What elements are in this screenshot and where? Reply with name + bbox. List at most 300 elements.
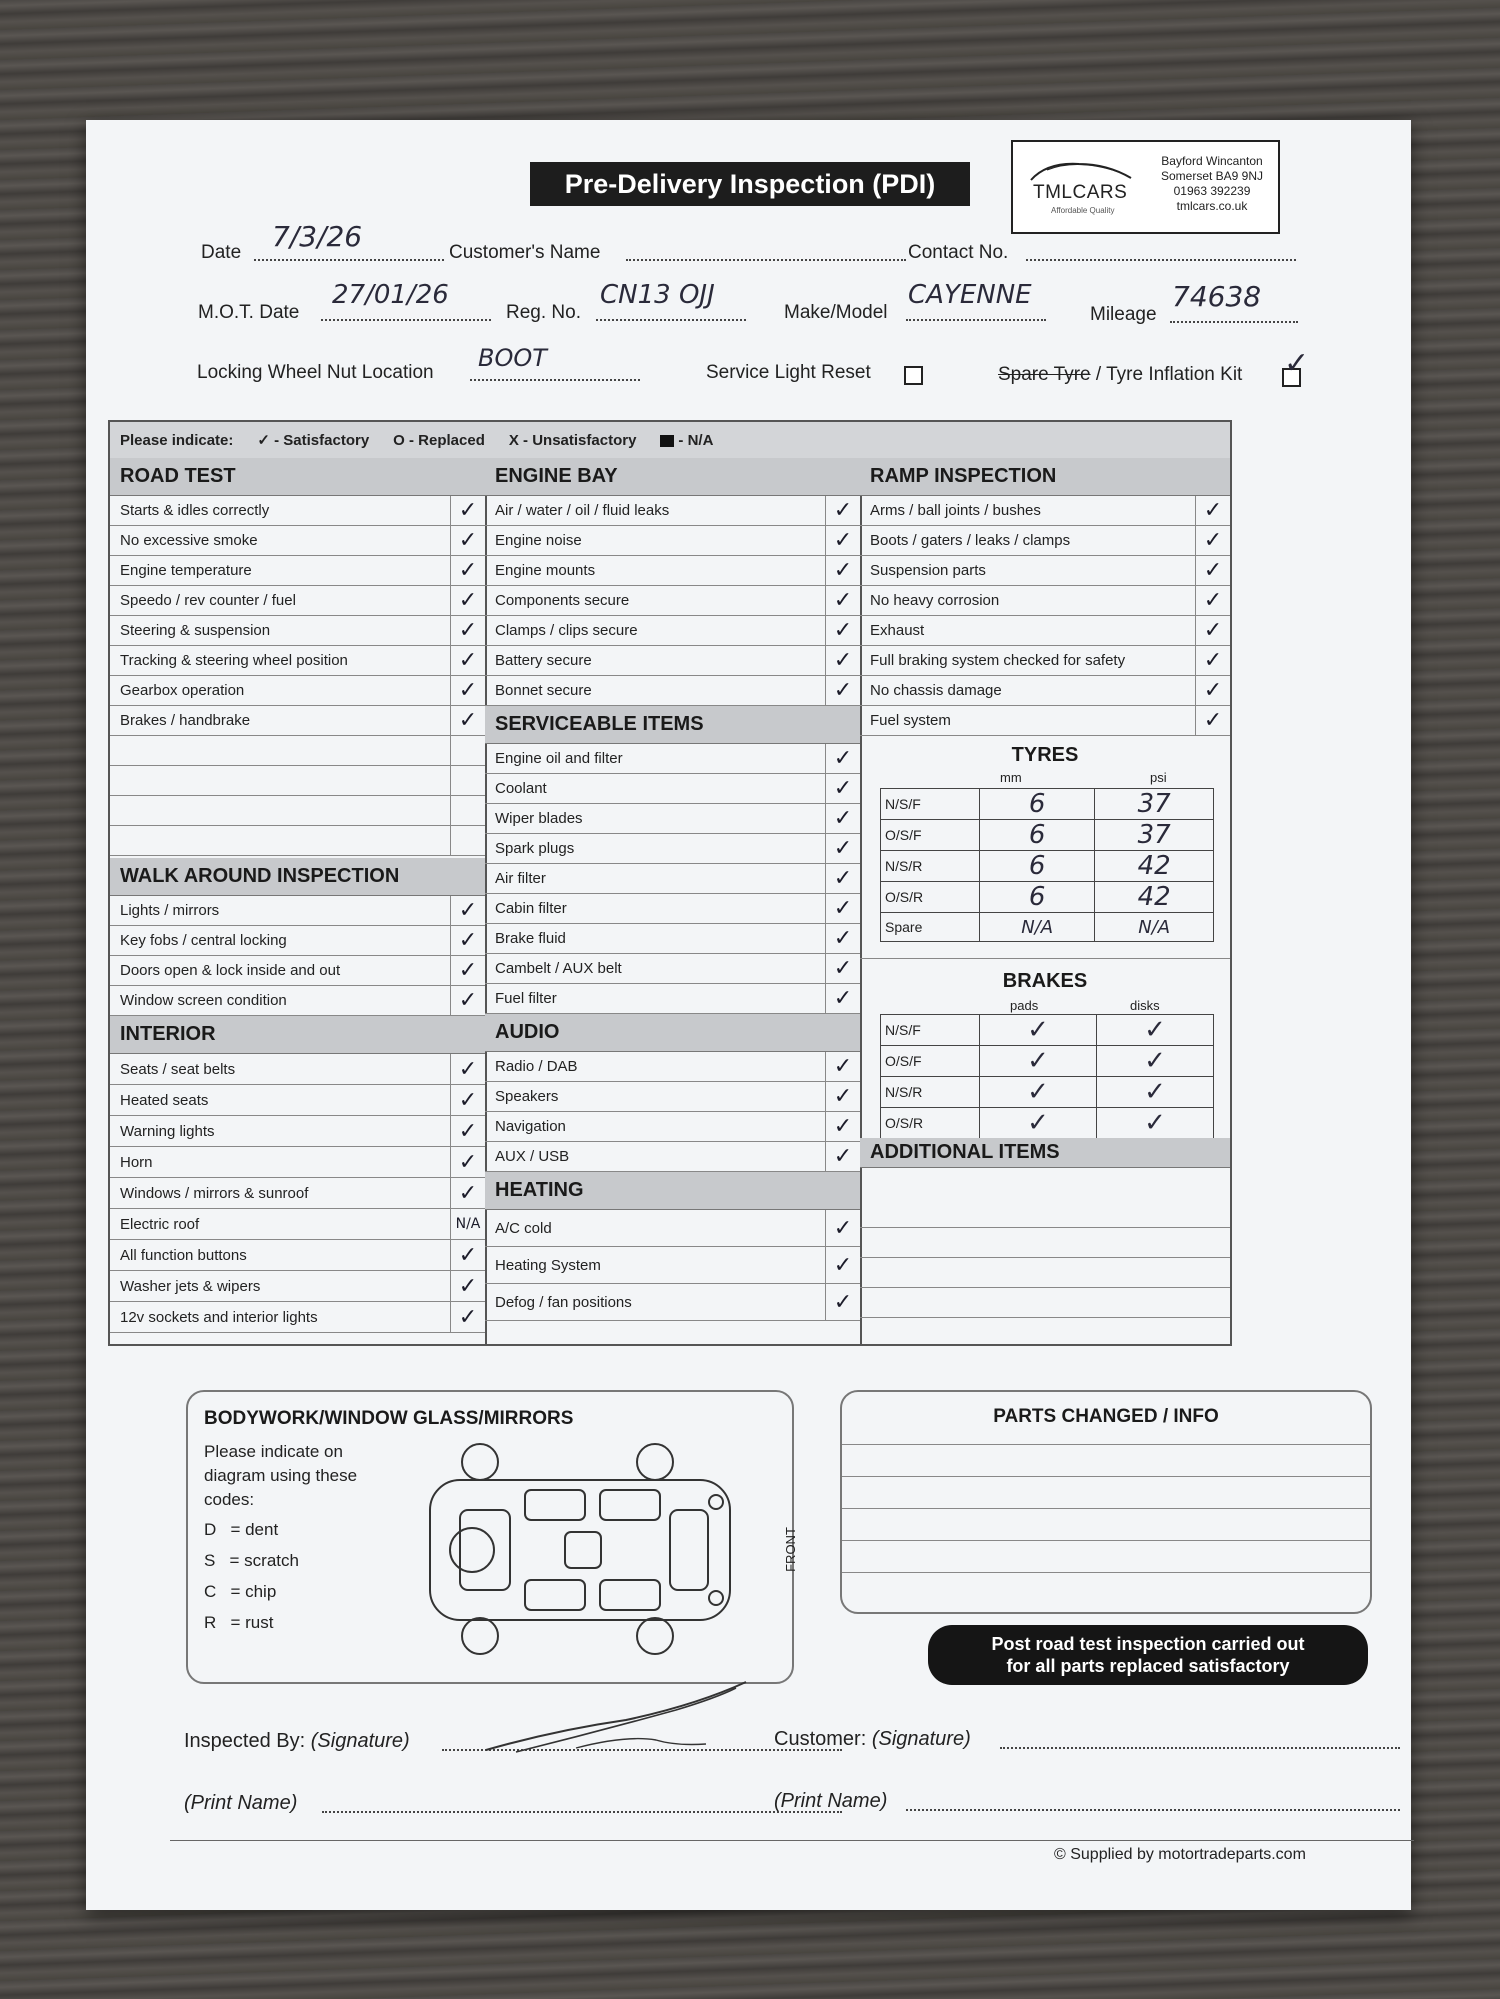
checklist-tick[interactable]: ✓ [825, 496, 860, 525]
checklist-item-label: All function buttons [120, 1246, 247, 1264]
brake-disks-check[interactable]: ✓ [1097, 1015, 1214, 1046]
checklist-item-label: Electric roof [120, 1215, 200, 1233]
reg-no-label: Reg. No. [506, 302, 581, 323]
blank-row[interactable] [110, 796, 485, 826]
inspector-print-name-line[interactable] [322, 1810, 842, 1813]
brakes-title: BRAKES [1002, 970, 1088, 992]
checklist-tick[interactable]: ✓ [1195, 586, 1230, 615]
checklist-item-label: Defog / fan positions [495, 1293, 632, 1311]
checklist-tick[interactable]: ✓ [450, 956, 485, 985]
brake-position: N/S/F [881, 1015, 980, 1046]
spare-tyre-label [998, 364, 1242, 386]
code-meaning: = scratch [229, 1551, 299, 1570]
inspected-by-text: Inspected By: [184, 1730, 306, 1752]
mileage-value[interactable]: 74638 [1172, 280, 1262, 313]
spare-tyre-rest: / Tyre Inflation Kit [1090, 364, 1243, 385]
tyre-row [881, 851, 1214, 882]
notice-line-2: for all parts replaced satisfactory [1006, 1656, 1290, 1676]
checklist-item[interactable] [110, 896, 485, 926]
checklist-item[interactable] [110, 1116, 485, 1147]
checklist-item[interactable] [110, 526, 485, 556]
checklist-item[interactable] [485, 984, 860, 1014]
tyres-table-body [881, 789, 1214, 942]
print-name-hint: (Print Name) [774, 1790, 888, 1812]
checklist-tick[interactable]: ✓ [1195, 526, 1230, 555]
checklist-item[interactable] [485, 864, 860, 894]
code-letter: C [204, 1582, 217, 1601]
checklist-tick[interactable] [450, 796, 485, 825]
checklist-item[interactable] [485, 496, 860, 526]
tyre-tread-mm[interactable]: 6 [980, 851, 1095, 882]
checklist-item[interactable] [110, 1209, 485, 1240]
heating-header: HEATING [485, 1172, 860, 1210]
checklist-item-label: 12v sockets and interior lights [120, 1308, 318, 1326]
brake-position: N/S/R [881, 1077, 980, 1108]
checklist-item[interactable] [485, 1210, 860, 1247]
dealer-tagline: Affordable Quality [1051, 206, 1115, 215]
checklist-item[interactable] [110, 986, 485, 1016]
locking-wheel-nut-label: Locking Wheel Nut Location [197, 362, 434, 383]
brake-pads-check[interactable]: ✓ [980, 1015, 1097, 1046]
checklist-tick[interactable]: ✓ [450, 1271, 485, 1301]
service-light-label: Service Light Reset [706, 362, 871, 383]
checklist-tick[interactable]: ✓ [825, 954, 860, 983]
checklist-item-label: Air / water / oil / fluid leaks [495, 502, 670, 519]
serviceable-items-header: SERVICEABLE ITEMS [485, 706, 860, 744]
mileage-line [1170, 320, 1298, 323]
checklist-item[interactable] [860, 616, 1230, 646]
checklist-item[interactable] [485, 834, 860, 864]
checklist-item-label: Spark plugs [495, 840, 575, 857]
checklist-tick[interactable]: ✓ [450, 1054, 485, 1084]
spare-tyre-struck: Spare Tyre [998, 364, 1091, 385]
tyre-tread-mm[interactable]: 6 [980, 789, 1095, 820]
code-meaning: = dent [230, 1520, 279, 1539]
legend-prefix: Please indicate: [120, 431, 234, 449]
checklist-item[interactable] [485, 774, 860, 804]
print-name-hint: (Print Name) [184, 1792, 298, 1814]
blank-row[interactable] [110, 736, 485, 766]
address-line: Somerset BA9 9NJ [1160, 169, 1264, 183]
additional-items-header: ADDITIONAL ITEMS [860, 1138, 1230, 1168]
car-logo-icon [1027, 156, 1137, 184]
brake-disks-check[interactable]: ✓ [1097, 1077, 1214, 1108]
checklist-tick[interactable] [450, 736, 485, 765]
checklist-tick[interactable]: ✓ [825, 834, 860, 863]
checklist-item-label: Full braking system checked for safety [870, 652, 1126, 669]
customer-print-name-label [774, 1790, 887, 1813]
checklist-tick[interactable]: ✓ [825, 774, 860, 803]
checklist-item[interactable] [485, 676, 860, 706]
checklist-item-label: Gearbox operation [120, 682, 245, 699]
parts-changed-panel [840, 1390, 1372, 1614]
tyre-position: O/S/F [881, 820, 980, 851]
checklist-grid [108, 420, 1232, 1346]
inspected-by-label [184, 1730, 410, 1753]
checklist-tick[interactable]: ✓ [450, 1085, 485, 1115]
tyre-tread-mm[interactable]: N/A [980, 913, 1095, 942]
checklist-item[interactable] [860, 586, 1230, 616]
tyre-pressure-psi[interactable]: 37 [1095, 820, 1214, 851]
checklist-item-label: Seats / seat belts [120, 1060, 236, 1078]
checklist-item-label: Arms / ball joints / bushes [870, 502, 1041, 519]
checklist-item-label: A/C cold [495, 1219, 552, 1237]
checklist-tick[interactable] [450, 766, 485, 795]
checklist-tick[interactable]: ✓ [450, 1116, 485, 1146]
checklist-tick[interactable]: ✓ [825, 744, 860, 773]
date-line [254, 258, 444, 261]
checklist-item[interactable] [110, 1240, 485, 1271]
inspector-print-name-label [184, 1792, 297, 1815]
dealer-address [1153, 154, 1271, 214]
checklist-item[interactable] [110, 496, 485, 526]
checklist-item-label: Windows / mirrors & sunroof [120, 1184, 309, 1202]
checklist-item-label: Suspension parts [870, 562, 986, 579]
checklist-item[interactable] [110, 616, 485, 646]
column-middle [485, 458, 862, 1344]
legend-unsatisfactory: X - Unsatisfactory [508, 431, 637, 449]
checklist-item-label: Warning lights [120, 1122, 215, 1140]
checklist-item-label: Engine temperature [120, 562, 252, 579]
checklist-item-label: Exhaust [870, 622, 925, 639]
checklist-item[interactable] [485, 804, 860, 834]
tyre-position: N/S/F [881, 789, 980, 820]
checklist-item[interactable] [110, 1302, 485, 1333]
additional-line[interactable] [860, 1198, 1230, 1228]
checklist-tick[interactable]: ✓ [825, 646, 860, 675]
checklist-item[interactable] [110, 1271, 485, 1302]
tyre-row [881, 913, 1214, 942]
checklist-tick[interactable]: ✓ [825, 1052, 860, 1081]
legend-na-label: - N/A [678, 431, 714, 449]
legend-na [660, 432, 713, 449]
contact-line[interactable] [1026, 258, 1296, 261]
checklist-tick[interactable]: ✓ [450, 556, 485, 585]
tyre-tread-mm[interactable]: 6 [980, 820, 1095, 851]
code-dent [204, 1520, 278, 1540]
checklist-tick[interactable]: ✓ [825, 586, 860, 615]
parts-line[interactable] [842, 1540, 1370, 1541]
mot-date-label: M.O.T. Date [198, 302, 300, 323]
column-right [860, 458, 1230, 1344]
brake-disks-check[interactable]: ✓ [1097, 1046, 1214, 1077]
checklist-tick[interactable] [450, 826, 485, 855]
checklist-item[interactable] [860, 526, 1230, 556]
checklist-tick[interactable]: ✓ [450, 586, 485, 615]
checklist-item[interactable] [110, 1178, 485, 1209]
tyre-pressure-psi[interactable]: 42 [1095, 882, 1214, 913]
checklist-item-label: Window screen condition [120, 992, 287, 1009]
checklist-item[interactable] [485, 616, 860, 646]
brakes-table-body [881, 1015, 1214, 1139]
brakes-disks-label: disks [1130, 998, 1160, 1013]
brake-pads-check[interactable]: ✓ [980, 1046, 1097, 1077]
brakes-table [880, 1014, 1214, 1139]
checklist-tick[interactable]: ✓ [825, 1284, 860, 1320]
tyre-pressure-psi[interactable]: N/A [1095, 913, 1214, 942]
tyre-position: Spare [881, 913, 980, 942]
footer-divider [170, 1840, 1414, 1841]
checklist-item[interactable] [110, 676, 485, 706]
checklist-item-label: Air filter [495, 870, 546, 887]
parts-line[interactable] [842, 1476, 1370, 1477]
checklist-item-label: No heavy corrosion [870, 592, 1000, 609]
spare-tyre-tick: ✓ [1284, 346, 1310, 381]
checklist-item-label: Engine noise [495, 532, 582, 549]
checklist-item-label: Engine mounts [495, 562, 596, 579]
checklist-tick[interactable]: ✓ [1195, 556, 1230, 585]
tyres-brakes-divider [860, 958, 1230, 959]
brake-row [881, 1077, 1214, 1108]
checklist-item-label: Engine oil and filter [495, 750, 623, 767]
checklist-item[interactable] [485, 586, 860, 616]
interior-header: INTERIOR [110, 1016, 485, 1054]
code-meaning: = rust [230, 1613, 274, 1632]
blank-row[interactable] [110, 766, 485, 796]
na-square-icon [660, 435, 674, 447]
customer-signature-line[interactable] [1000, 1746, 1400, 1749]
checklist-tick[interactable]: ✓ [450, 616, 485, 645]
make-model-value[interactable]: CAYENNE [908, 280, 1032, 310]
checklist-tick[interactable]: ✓ [825, 1247, 860, 1283]
front-label: FRONT [782, 1527, 798, 1572]
checklist-tick[interactable]: ✓ [450, 706, 485, 735]
mileage-label: Mileage [1090, 304, 1157, 325]
checklist-tick[interactable]: ✓ [825, 676, 860, 705]
additional-line[interactable] [860, 1228, 1230, 1258]
checklist-item[interactable] [110, 956, 485, 986]
tyre-row [881, 882, 1214, 913]
checklist-item[interactable] [485, 1052, 860, 1082]
customer-text: Customer: [774, 1728, 867, 1750]
checklist-item-label: No chassis damage [870, 682, 1002, 699]
tyres-table [880, 788, 1214, 942]
code-letter: D [204, 1520, 217, 1539]
legend-bar [110, 422, 1230, 458]
checklist-item[interactable] [110, 646, 485, 676]
locking-wheel-nut-line [470, 378, 640, 381]
checklist-tick[interactable]: ✓ [1195, 676, 1230, 705]
tyres-title: TYRES [1011, 744, 1079, 766]
parts-line[interactable] [842, 1572, 1370, 1573]
checklist-item[interactable] [110, 1147, 485, 1178]
checklist-item-label: Bonnet secure [495, 682, 592, 699]
checklist-tick[interactable]: ✓ [450, 676, 485, 705]
checklist-tick[interactable]: ✓ [450, 1147, 485, 1177]
checklist-tick[interactable]: ✓ [450, 1240, 485, 1270]
checklist-item[interactable] [110, 586, 485, 616]
checklist-tick[interactable]: ✓ [825, 1142, 860, 1171]
parts-line[interactable] [842, 1444, 1370, 1445]
code-letter: S [204, 1551, 216, 1570]
checklist-item-label: Doors open & lock inside and out [120, 962, 341, 979]
checklist-tick[interactable]: ✓ [825, 894, 860, 923]
brake-pads-check[interactable]: ✓ [980, 1108, 1097, 1139]
checklist-tick[interactable]: ✓ [825, 864, 860, 893]
checklist-item[interactable] [485, 894, 860, 924]
checklist-item[interactable] [110, 1054, 485, 1085]
checklist-tick[interactable]: ✓ [825, 984, 860, 1013]
brake-pads-check[interactable]: ✓ [980, 1077, 1097, 1108]
checklist-item-label: No excessive smoke [120, 532, 258, 549]
checklist-item-label: Navigation [495, 1118, 566, 1135]
checklist-item-label: Brakes / handbrake [120, 712, 251, 729]
checklist-tick[interactable]: ✓ [450, 496, 485, 525]
checklist-tick[interactable]: ✓ [1195, 616, 1230, 645]
checklist-item[interactable] [860, 496, 1230, 526]
checklist-item-label: Key fobs / central locking [120, 932, 287, 949]
brake-disks-check[interactable]: ✓ [1097, 1108, 1214, 1139]
ramp-inspection-header: RAMP INSPECTION [860, 458, 1230, 496]
parts-changed-title: PARTS CHANGED / INFO [993, 1406, 1219, 1427]
road-test-header: ROAD TEST [110, 458, 485, 496]
checklist-item[interactable] [110, 1085, 485, 1116]
reg-no-line [596, 318, 746, 321]
checklist-tick[interactable]: ✓ [825, 616, 860, 645]
parts-line[interactable] [842, 1508, 1370, 1509]
checklist-item-label: Fuel filter [495, 990, 557, 1007]
checklist-tick[interactable]: ✓ [825, 924, 860, 953]
engine-bay-header: ENGINE BAY [485, 458, 860, 496]
brake-position: O/S/F [881, 1046, 980, 1077]
checklist-item-label: Steering & suspension [120, 622, 271, 639]
legend-satisfactory: ✓ - Satisfactory [257, 432, 370, 449]
checklist-item-label: Speakers [495, 1088, 559, 1105]
tyres-mm-label: mm [1000, 770, 1022, 785]
customer-name-label: Customer's Name [449, 242, 601, 263]
checklist-item[interactable] [485, 1142, 860, 1172]
post-road-test-notice [928, 1625, 1368, 1685]
checklist-item[interactable] [485, 1082, 860, 1112]
checklist-item-label: Starts & idles correctly [120, 502, 270, 519]
checklist-tick[interactable]: ✓ [450, 896, 485, 925]
brake-position: O/S/R [881, 1108, 980, 1139]
checklist-item-label: Boots / gaters / leaks / clamps [870, 532, 1071, 549]
additional-line[interactable] [860, 1288, 1230, 1318]
checklist-item[interactable] [485, 1284, 860, 1321]
customer-name-line[interactable] [626, 258, 906, 261]
checklist-tick[interactable]: ✓ [825, 1210, 860, 1246]
checklist-item[interactable] [860, 706, 1230, 736]
tyre-row [881, 820, 1214, 851]
additional-line[interactable] [860, 1258, 1230, 1288]
mot-date-value[interactable]: 27/01/26 [332, 280, 449, 310]
checklist-tick[interactable]: ✓ [825, 1082, 860, 1111]
checklist-tick[interactable]: ✓ [450, 986, 485, 1015]
checklist-item[interactable] [860, 646, 1230, 676]
checklist-tick[interactable]: ✓ [450, 1302, 485, 1332]
pdi-form-sheet [86, 120, 1411, 1910]
checklist-tick[interactable]: ✓ [825, 556, 860, 585]
checklist-item-label: Coolant [495, 780, 547, 797]
signature-hint: (Signature) [871, 1728, 971, 1750]
checklist-tick[interactable]: ✓ [450, 1178, 485, 1208]
form-title: Pre-Delivery Inspection (PDI) [530, 162, 970, 206]
checklist-item-label: Cabin filter [495, 900, 567, 917]
make-model-line [906, 318, 1046, 321]
signature-hint: (Signature) [310, 1730, 410, 1752]
checklist-item[interactable] [485, 954, 860, 984]
checklist-item[interactable] [485, 646, 860, 676]
brakes-pads-label: pads [1010, 998, 1039, 1013]
tyre-position: N/S/R [881, 851, 980, 882]
address-line: tmlcars.co.uk [1176, 199, 1248, 213]
checklist-item[interactable] [110, 556, 485, 586]
code-rust [204, 1613, 273, 1633]
checklist-item-label: Speedo / rev counter / fuel [120, 592, 296, 609]
date-value[interactable]: 7/3/26 [272, 220, 363, 253]
notice-line-1: Post road test inspection carried out [991, 1634, 1305, 1654]
checklist-item[interactable] [860, 676, 1230, 706]
checklist-item[interactable] [485, 924, 860, 954]
tyre-tread-mm[interactable]: 6 [980, 882, 1095, 913]
service-light-checkbox[interactable] [904, 366, 923, 385]
checklist-item[interactable] [485, 744, 860, 774]
checklist-tick[interactable]: ✓ [1195, 496, 1230, 525]
dealer-name: TMLCARS [1033, 182, 1128, 203]
checklist-item[interactable] [110, 926, 485, 956]
blank-row[interactable] [110, 826, 485, 856]
checklist-tick[interactable]: ✓ [450, 646, 485, 675]
checklist-tick[interactable]: ✓ [450, 526, 485, 555]
code-scratch [204, 1551, 299, 1571]
checklist-tick[interactable]: ✓ [1195, 646, 1230, 675]
checklist-tick[interactable]: ✓ [1195, 706, 1230, 735]
checklist-tick[interactable]: ✓ [825, 526, 860, 555]
checklist-item-label: Wiper blades [495, 810, 583, 827]
reg-no-value[interactable]: CN13 OJJ [600, 280, 715, 310]
checklist-tick[interactable]: ✓ [825, 804, 860, 833]
locking-wheel-nut-value[interactable]: BOOT [478, 344, 547, 372]
checklist-item-label: Tracking & steering wheel position [120, 652, 348, 669]
checklist-item-label: Washer jets & wipers [120, 1277, 261, 1295]
car-diagram[interactable] [420, 1440, 760, 1660]
checklist-item-label: Radio / DAB [495, 1058, 578, 1075]
brake-row [881, 1015, 1214, 1046]
checklist-item[interactable] [860, 556, 1230, 586]
address-line: 01963 392239 [1173, 184, 1251, 198]
checklist-item-label: Battery secure [495, 652, 592, 669]
column-left [110, 458, 487, 1344]
customer-print-name-line[interactable] [906, 1808, 1400, 1811]
checklist-item-label: Lights / mirrors [120, 902, 220, 919]
checklist-item-label: Clamps / clips secure [495, 622, 638, 639]
footer-credit: © Supplied by motortradeparts.com [1054, 1846, 1306, 1863]
code-letter: R [204, 1613, 217, 1632]
inspector-signature-image [476, 1680, 756, 1760]
checklist-tick[interactable]: ✓ [450, 926, 485, 955]
checklist-item-label: Heating System [495, 1256, 601, 1274]
bodywork-instruction: Please indicate on diagram using these codes: [204, 1442, 358, 1509]
checklist-tick[interactable]: ✓ [825, 1112, 860, 1141]
brake-row [881, 1046, 1214, 1077]
checklist-item-label: Cambelt / AUX belt [495, 960, 622, 977]
checklist-item-label: Components secure [495, 592, 630, 609]
checklist-item-label: Horn [120, 1153, 153, 1171]
checklist-item[interactable] [485, 556, 860, 586]
checklist-item[interactable] [110, 706, 485, 736]
tyre-pressure-psi[interactable]: 42 [1095, 851, 1214, 882]
checklist-item[interactable] [485, 1247, 860, 1284]
code-chip [204, 1582, 276, 1602]
checklist-tick[interactable]: N/A [450, 1209, 485, 1239]
walk-around-header: WALK AROUND INSPECTION [110, 858, 485, 896]
date-label: Date [201, 242, 242, 263]
checklist-item[interactable] [485, 1112, 860, 1142]
checklist-item[interactable] [485, 526, 860, 556]
checklist-item-label: Fuel system [870, 712, 951, 729]
tyre-pressure-psi[interactable]: 37 [1095, 789, 1214, 820]
